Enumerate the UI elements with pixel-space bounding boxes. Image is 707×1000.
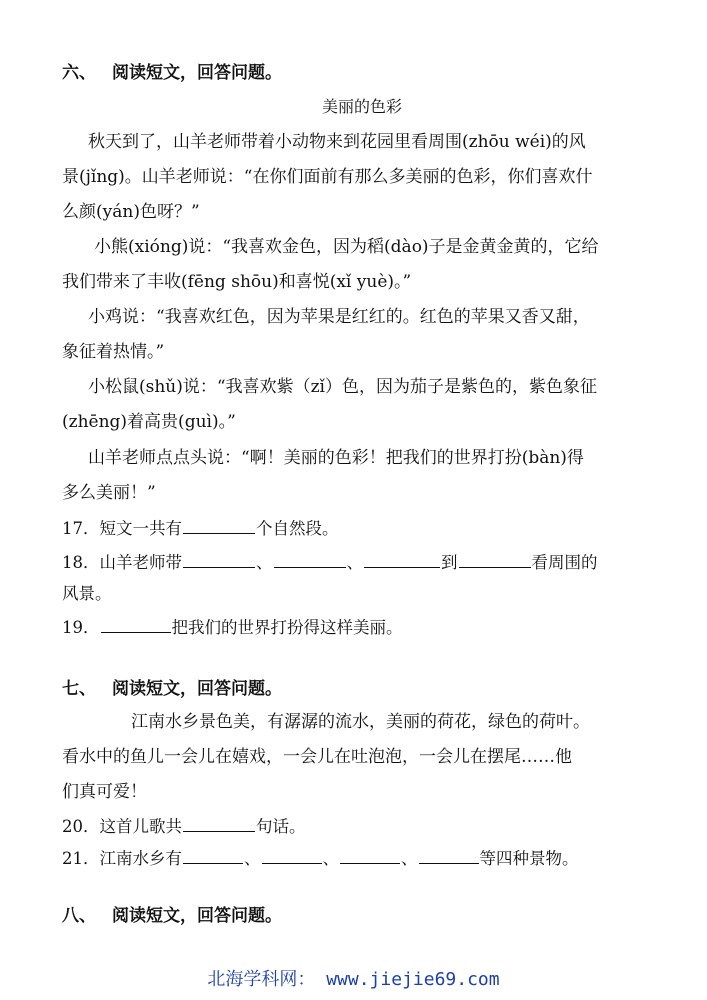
answer-blank[interactable]	[340, 847, 400, 864]
question-17	[62, 517, 339, 540]
section-number: 八、	[62, 906, 96, 926]
section-title: 阅读短文，回答问题。	[112, 679, 282, 699]
question-text: 到	[441, 553, 458, 572]
question-21	[62, 847, 579, 870]
passage-line-5: 我们带来了丰收(fēng shōu)和喜悦(xǐ yuè)。”	[62, 272, 412, 292]
question-18-line-2: 风景。	[62, 584, 112, 603]
passage-line-9: (zhēng)着高贵(guì)。”	[62, 412, 236, 432]
question-text: 17．短文一共有	[62, 519, 182, 538]
separator: 、	[401, 849, 418, 868]
passage-line-4: 小熊(xióng)说：“我喜欢金色，因为稻(dào)子是金黄金黄的，它给	[94, 237, 599, 257]
answer-blank[interactable]	[459, 551, 531, 568]
passage-line-8: 小松鼠(shǔ)说：“我喜欢紫（zǐ）色，因为茄子是紫色的，紫色象征	[88, 377, 597, 397]
answer-blank[interactable]	[262, 847, 322, 864]
section-title: 阅读短文，回答问题。	[112, 906, 282, 926]
question-text: 18．山羊老师带	[62, 553, 182, 572]
section-number: 六、	[62, 63, 96, 83]
footer-watermark: 北海学科网： www.jiejie69.com	[207, 969, 500, 990]
separator: 、	[322, 849, 339, 868]
question-18	[62, 551, 598, 574]
passage-2-line-1: 江南水乡景色美，有潺潺的流水，美丽的荷花，绿色的荷叶。	[131, 712, 590, 732]
question-text: 看周围的	[531, 553, 598, 572]
answer-blank[interactable]	[183, 815, 255, 832]
question-text: 21．江南水乡有	[62, 849, 182, 868]
section-number: 七、	[62, 679, 96, 699]
section-7-heading	[62, 678, 282, 700]
separator: 、	[256, 553, 273, 572]
question-text: 个自然段。	[256, 519, 339, 538]
answer-blank[interactable]	[419, 847, 479, 864]
passage-line-1: 秋天到了，山羊老师带着小动物来到花园里看周围(zhōu wéi)的风	[88, 132, 586, 152]
passage-line-3: 么颜(yán)色呀？”	[62, 202, 200, 222]
section-6-heading	[62, 62, 282, 84]
passage-2-line-2: 看水中的鱼儿一会儿在嬉戏，一会儿在吐泡泡，一会儿在摆尾……他	[62, 747, 572, 767]
passage-title: 美丽的色彩	[322, 97, 403, 116]
answer-blank[interactable]	[183, 517, 255, 534]
answer-blank[interactable]	[183, 551, 255, 568]
passage-2-line-3: 们真可爱！	[62, 782, 147, 802]
separator: 、	[346, 553, 363, 572]
passage-line-7: 象征着热情。”	[62, 342, 165, 362]
answer-blank[interactable]	[101, 616, 171, 633]
question-20	[62, 815, 306, 838]
answer-blank[interactable]	[183, 847, 243, 864]
passage-line-10: 山羊老师点点头说：“啊！美丽的色彩！把我们的世界打扮(bàn)得	[88, 448, 584, 468]
answer-blank[interactable]	[364, 551, 440, 568]
section-8-heading	[62, 905, 282, 927]
question-text: 20．这首儿歌共	[62, 817, 182, 836]
passage-line-11: 多么美丽！”	[62, 483, 156, 503]
question-text: 把我们的世界打扮得这样美丽。	[171, 618, 403, 637]
question-text: 句话。	[256, 817, 306, 836]
separator: 、	[244, 849, 261, 868]
section-title: 阅读短文，回答问题。	[112, 63, 282, 83]
question-text: 等四种景物。	[479, 849, 579, 868]
question-text: 19．	[62, 618, 100, 637]
question-19	[62, 616, 403, 639]
answer-blank[interactable]	[274, 551, 346, 568]
passage-line-6: 小鸡说：“我喜欢红色，因为苹果是红红的。红色的苹果又香又甜，	[88, 307, 590, 327]
passage-line-2: 景(jǐng)。山羊老师说：“在你们面前有那么多美丽的色彩，你们喜欢什	[62, 167, 593, 187]
